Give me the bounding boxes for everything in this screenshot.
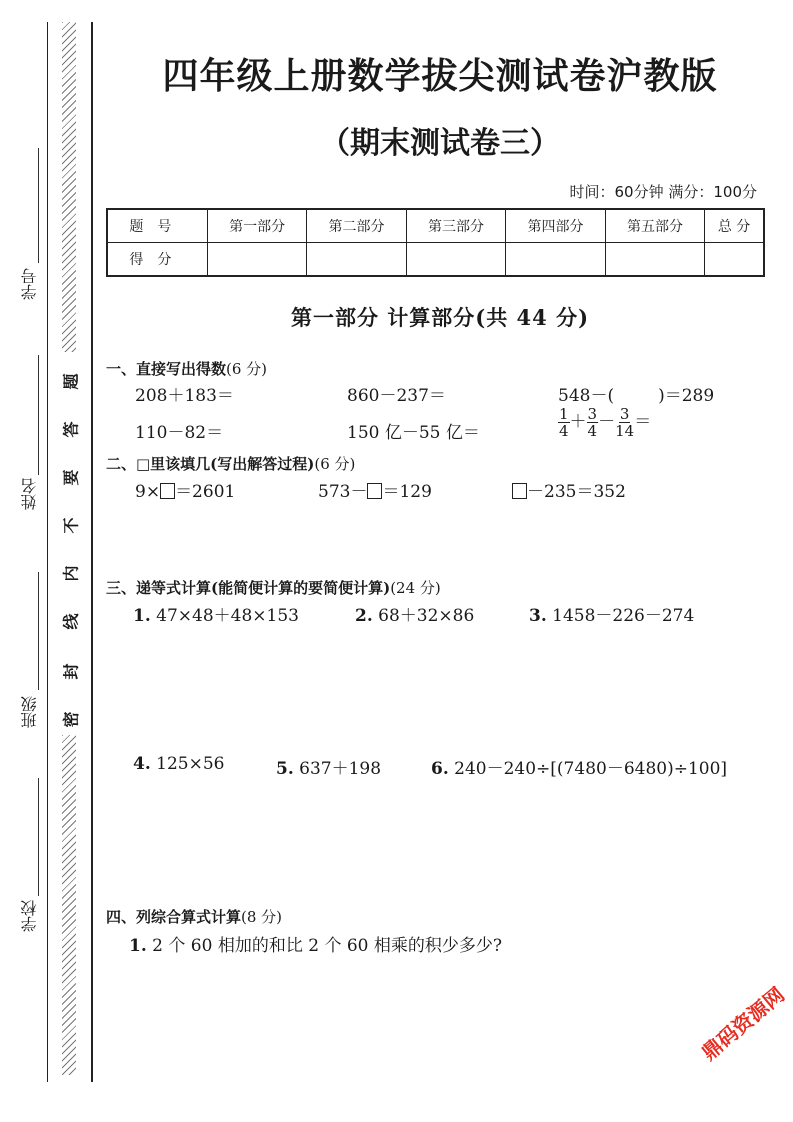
problem-expr: 1458－226－274: [552, 606, 695, 626]
section1-title: [106, 358, 267, 379]
problem-expr: 125×56: [156, 754, 225, 774]
binding-line-2: [91, 22, 93, 1082]
binding-line-1: [47, 22, 48, 1082]
problem-number: 5.: [276, 759, 294, 779]
score-table-cell: 总 分: [705, 209, 764, 243]
score-table-cell: 第五部分: [605, 209, 704, 243]
seal-char: 要: [61, 469, 81, 486]
problem-part: 9×: [135, 482, 161, 502]
problem: [276, 754, 381, 779]
score-table-cell: 第一部分: [207, 209, 306, 243]
part1-heading: 第一部分 计算部分(共 44 分): [290, 305, 590, 330]
score-cell-total[interactable]: [705, 243, 764, 277]
denominator: 4: [587, 422, 598, 440]
problem-expr: 68＋32×86: [378, 606, 475, 626]
hatch-top: [62, 22, 76, 352]
section-title-text: 四、列综合算式计算: [106, 908, 242, 926]
section-score: (6 分): [226, 360, 268, 378]
numerator: 1: [559, 405, 569, 423]
operator: －: [598, 412, 616, 432]
section2-title: [106, 453, 355, 474]
fraction: [587, 406, 599, 439]
time-info: 时间：60分钟 满分：100分: [569, 183, 757, 201]
problem: [318, 477, 432, 502]
score-cell-part3[interactable]: [406, 243, 505, 277]
problem-number: 2.: [355, 606, 373, 626]
score-table: [106, 208, 765, 277]
section-score: (6 分): [314, 455, 356, 473]
seal-char: 封: [61, 663, 81, 680]
page-subtitle: （期末测试卷三）: [320, 126, 560, 161]
fill-box[interactable]: [160, 483, 175, 499]
seal-char: 线: [61, 613, 81, 630]
section3-title: [106, 577, 441, 598]
student-id-line: [38, 148, 39, 263]
section-title-text: 二、□里该填几(写出解答过程): [106, 455, 315, 473]
binding-margin: [0, 0, 100, 1122]
problem: 208＋183＝: [135, 386, 234, 406]
problem: 860－237＝: [347, 386, 446, 406]
numerator: 3: [587, 405, 598, 423]
section-score: (24 分): [390, 579, 441, 597]
score-row-label: 得分: [107, 243, 207, 277]
problem: [129, 931, 502, 956]
school-label: 学校: [20, 900, 39, 932]
score-table-header-row: [107, 209, 764, 243]
score-cell-part2[interactable]: [307, 243, 406, 277]
problem-expr: 47×48＋48×153: [156, 606, 299, 626]
score-table-cell: 第二部分: [307, 209, 406, 243]
fraction: [615, 406, 634, 439]
problem-expr: 240－240÷[(7480－6480)÷100]: [454, 759, 728, 779]
problem: [512, 477, 626, 502]
operator: ＝: [634, 412, 652, 432]
operator: ＋: [569, 412, 587, 432]
problem: 110－82＝: [135, 423, 224, 443]
fill-box[interactable]: [512, 483, 527, 499]
problem-number: 1.: [133, 606, 151, 626]
problem-part: 573－: [318, 482, 368, 502]
problem-number: 1.: [129, 936, 147, 956]
fraction-problem: [558, 406, 651, 439]
problem-number: 6.: [431, 759, 449, 779]
student-id-label: 学号: [20, 268, 39, 300]
page-title: 四年级上册数学拔尖测试卷沪教版: [162, 56, 718, 97]
problem: 150 亿－55 亿＝: [347, 423, 480, 443]
score-cell-part5[interactable]: [605, 243, 704, 277]
class-label: 班级: [20, 696, 39, 728]
watermark: 鼎码资源网: [696, 982, 789, 1065]
problem-part: )＝289: [658, 386, 715, 406]
fill-box[interactable]: [367, 483, 382, 499]
problem-number: 4.: [133, 754, 151, 774]
problem: [355, 601, 474, 626]
seal-char: 内: [61, 565, 81, 582]
seal-char: 不: [61, 517, 81, 534]
class-line: [38, 572, 39, 690]
name-line: [38, 355, 39, 475]
seal-char: 题: [61, 373, 81, 390]
hatch-bottom: [62, 735, 76, 1075]
score-table-cell: 题号: [107, 209, 207, 243]
problem-part: 548－(: [558, 386, 615, 406]
section-title-text: 三、递等式计算(能简便计算的要简便计算): [106, 579, 391, 597]
section-score: (8 分): [241, 908, 283, 926]
name-label: 姓名: [20, 478, 39, 510]
problem-part: ＝2601: [175, 482, 236, 502]
problem-part: －235＝352: [527, 482, 626, 502]
fraction: [558, 406, 570, 439]
section-title-text: 一、直接写出得数: [106, 360, 227, 378]
problem: [135, 477, 235, 502]
problem: [133, 754, 224, 774]
score-table-cell: 第四部分: [506, 209, 605, 243]
seal-char: 密: [61, 711, 81, 728]
problem: [529, 601, 694, 626]
school-line: [38, 778, 39, 896]
score-table-score-row: [107, 243, 764, 277]
score-table-cell: 第三部分: [406, 209, 505, 243]
section4-title: [106, 906, 282, 927]
seal-char: 答: [61, 421, 81, 438]
denominator: 4: [559, 422, 569, 440]
score-cell-part1[interactable]: [207, 243, 306, 277]
problem-text: 2 个 60 相加的和比 2 个 60 相乘的积少多少?: [152, 936, 502, 956]
problem-expr: 637＋198: [299, 759, 382, 779]
denominator: 14: [615, 422, 635, 440]
problem: [133, 601, 299, 626]
problem-part: ＝129: [382, 482, 432, 502]
problem-number: 3.: [529, 606, 547, 626]
score-cell-part4[interactable]: [506, 243, 605, 277]
problem: [558, 381, 714, 406]
numerator: 3: [619, 405, 630, 423]
problem: [431, 754, 727, 779]
